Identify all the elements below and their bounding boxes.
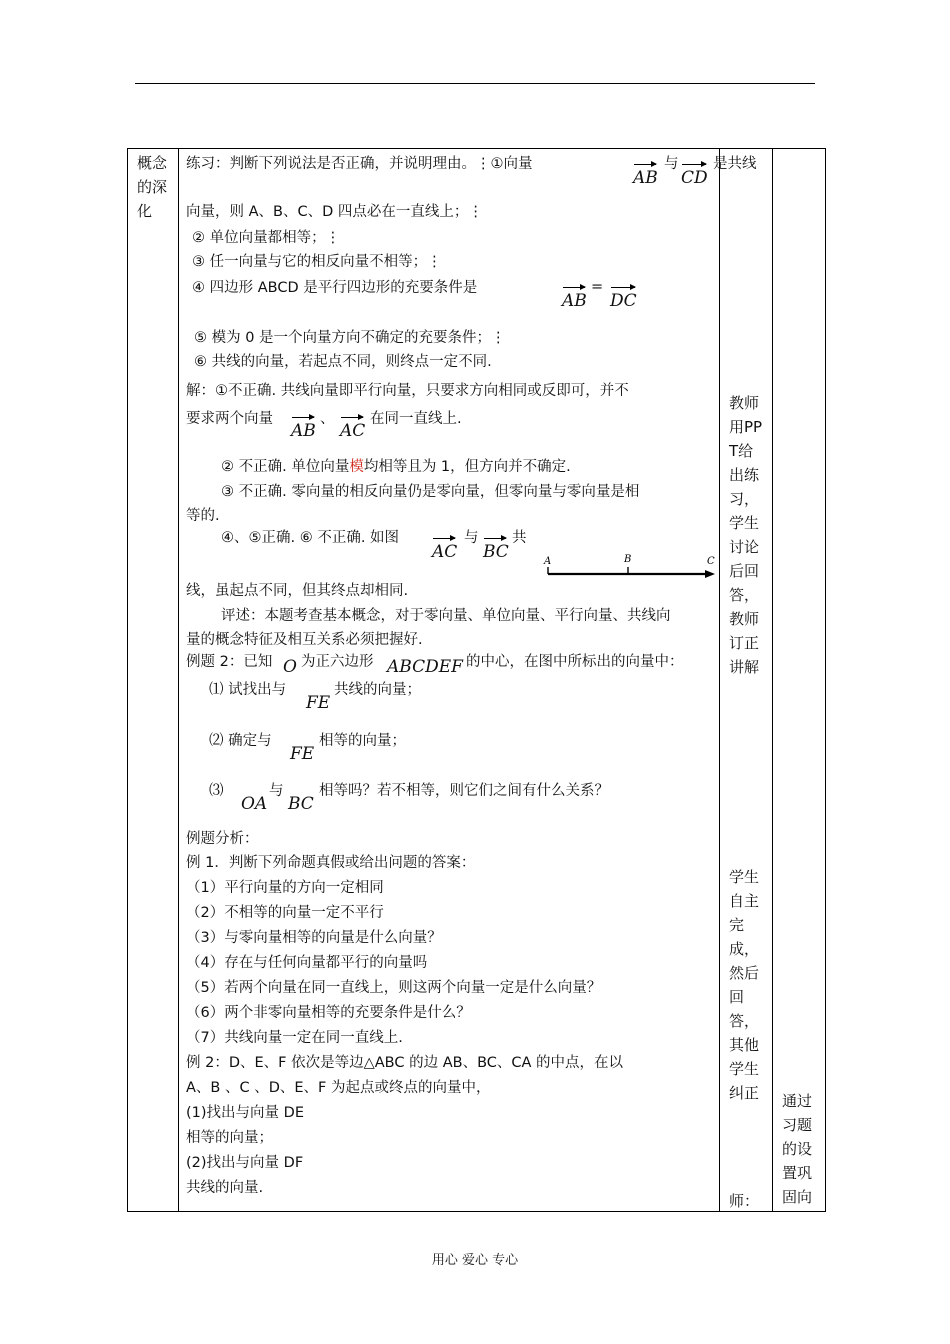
vector-ac-2: AC bbox=[432, 542, 458, 562]
vector-arrow bbox=[433, 538, 455, 539]
solution-line-6b: 与 bbox=[464, 530, 479, 546]
teacher-note-2b: 师： bbox=[729, 1192, 760, 1210]
center-o: O bbox=[283, 657, 297, 677]
vector-ab-2: AB bbox=[562, 291, 587, 311]
analysis-example2-a: 例 2：D、E、F 依次是等边△ABC 的边 AB、BC、CA 的中点，在以 bbox=[186, 1055, 624, 1071]
exercise-line-1c: 是共线 bbox=[713, 156, 757, 172]
example2-q1a: ⑴ 试找出与 bbox=[209, 682, 287, 698]
solution-line-3a: ② 不正确. 单位向量 bbox=[221, 459, 350, 475]
exercise-line-3: ② 单位向量都相等；⋮ bbox=[192, 230, 341, 246]
solution-comma: 、 bbox=[320, 411, 335, 427]
collinear-vector-figure bbox=[541, 553, 719, 583]
example2-q3c: 相等吗？若不相等，则它们之间有什么关系？ bbox=[319, 783, 609, 799]
example2-q2a: ⑵ 确定与 bbox=[209, 733, 272, 749]
analysis-item: （3）与零向量相等的向量是什么向量？ bbox=[186, 930, 442, 946]
solution-line-8: 评述：本题考查基本概念，对于零向量、单位向量、平行向量、共线向 bbox=[221, 608, 671, 624]
solution-line-6c: 共 bbox=[512, 530, 527, 546]
solution-line-2a: 要求两个向量 bbox=[186, 411, 273, 427]
figure-arrowhead bbox=[705, 570, 715, 578]
vector-arrow bbox=[563, 287, 585, 288]
vector-ac: AC bbox=[340, 421, 366, 441]
vector-oa: OA bbox=[241, 794, 268, 814]
vector-fe: FE bbox=[306, 693, 331, 713]
vector-arrow bbox=[292, 417, 314, 418]
vector-arrow bbox=[484, 538, 506, 539]
solution-line-6a: ④、⑤正确. ⑥ 不正确. 如图 bbox=[221, 530, 400, 546]
example2-line-1b: 为正六边形 bbox=[301, 654, 374, 670]
example2-q2b: 相等的向量； bbox=[319, 733, 406, 749]
exercise-line-1a: 练习：判断下列说法是否正确，并说明理由。⋮①向量 bbox=[186, 156, 533, 172]
example2-line-1a: 例题 2：已知 bbox=[186, 654, 273, 670]
lesson-table bbox=[127, 148, 826, 1212]
purpose-note: 通过习题的设置巩固向 bbox=[782, 1092, 813, 1206]
example2-line-1c: 的中心，在图中所标出的向量中： bbox=[466, 654, 684, 670]
vector-arrow bbox=[682, 164, 706, 165]
solution-line-2c: 在同一直线上. bbox=[370, 411, 462, 427]
solution-line-1: 解：①不正确. 共线向量即平行向量，只要求方向相同或反即可，并不 bbox=[186, 383, 629, 399]
vector-arrow bbox=[634, 164, 656, 165]
point-a-label: A bbox=[544, 556, 552, 567]
teacher-note-2: 学生自主完成，然后回答，其他学生纠正 bbox=[729, 868, 760, 1102]
vector-bc-2: BC bbox=[288, 794, 314, 814]
analysis-title: 例题分析： bbox=[186, 831, 259, 847]
analysis-item: （2）不相等的向量一定不平行 bbox=[186, 905, 384, 921]
vector-dc: DC bbox=[610, 291, 637, 311]
point-c-label: C bbox=[707, 556, 715, 567]
vector-cd: CD bbox=[681, 168, 708, 188]
page-footer: 用心 爱心 专心 bbox=[431, 1253, 519, 1268]
analysis-item: （5）若两个向量在同一直线上，则这两个向量一定是什么向量？ bbox=[186, 980, 602, 996]
analysis-item: （1）平行向量的方向一定相同 bbox=[186, 880, 384, 896]
example2-q1b: 共线的向量； bbox=[334, 682, 421, 698]
solution-line-5: 等的. bbox=[186, 508, 220, 524]
analysis-example2-c: (1)找出与向量 DE bbox=[186, 1105, 304, 1121]
example2-q3b: 与 bbox=[269, 783, 284, 799]
analysis-example2-e: (2)找出与向量 DF bbox=[186, 1155, 304, 1171]
analysis-item: （7）共线向量一定在同一直线上. bbox=[186, 1030, 403, 1046]
hexagon-label: ABCDEF bbox=[387, 657, 463, 677]
analysis-item: （6）两个非零向量相等的充要条件是什么？ bbox=[186, 1005, 471, 1021]
equals-sign: = bbox=[591, 279, 604, 295]
purpose-cell bbox=[773, 149, 826, 1212]
analysis-item: （4）存在与任何向量都平行的向量吗 bbox=[186, 955, 428, 971]
solution-line-7: 线，虽起点不同，但其终点却相同. bbox=[186, 583, 409, 599]
vector-ab-3: AB bbox=[291, 421, 316, 441]
analysis-example1: 例 1．判断下列命题真假或给出问题的答案： bbox=[186, 855, 476, 871]
exercise-line-7: ⑥ 共线的向量，若起点不同，则终点一定不同. bbox=[194, 354, 492, 370]
vector-arrow bbox=[611, 287, 635, 288]
point-b-label: B bbox=[624, 554, 632, 565]
vector-bc: BC bbox=[483, 542, 509, 562]
exercise-line-4: ③ 任一向量与它的相反向量不相等；⋮ bbox=[192, 254, 442, 270]
exercise-line-2: 向量，则 A、B、C、D 四点必在一直线上；⋮ bbox=[186, 204, 483, 220]
solution-line-3b: 均相等且为 1，但方向并不确定. bbox=[363, 459, 571, 475]
teacher-note-1: 教师用PPT给出练习，学生讨论后回答，教师订正讲解 bbox=[729, 394, 763, 676]
solution-line-4: ③ 不正确. 零向量的相反向量仍是零向量，但零向量与零向量是相 bbox=[221, 484, 640, 500]
vector-ab: AB bbox=[633, 168, 658, 188]
exercise-line-5a: ④ 四边形 ABCD 是平行四边形的充要条件是 bbox=[192, 280, 478, 296]
analysis-example2-f: 共线的向量. bbox=[186, 1180, 264, 1196]
example2-q3a: ⑶ bbox=[209, 783, 224, 799]
analysis-example2-d: 相等的向量； bbox=[186, 1130, 273, 1146]
exercise-line-1b: 与 bbox=[664, 156, 679, 172]
analysis-example2-b: A、B 、C 、D、E、F 为起点或终点的向量中， bbox=[186, 1080, 491, 1096]
topic-cell bbox=[128, 149, 179, 1212]
vector-fe-2: FE bbox=[290, 744, 315, 764]
vector-arrow bbox=[341, 417, 363, 418]
topic-label: 概念的深化 bbox=[137, 154, 168, 220]
solution-line-3 bbox=[221, 457, 571, 477]
header-rule bbox=[135, 83, 815, 84]
exercise-line-6: ⑤ 模为 0 是一个向量方向不确定的充要条件；⋮ bbox=[194, 330, 506, 346]
teacher-activity-cell bbox=[720, 149, 773, 1212]
solution-line-9: 量的概念特征及相互关系必须把握好. bbox=[186, 632, 423, 648]
highlight-mo: 模 bbox=[349, 459, 364, 475]
